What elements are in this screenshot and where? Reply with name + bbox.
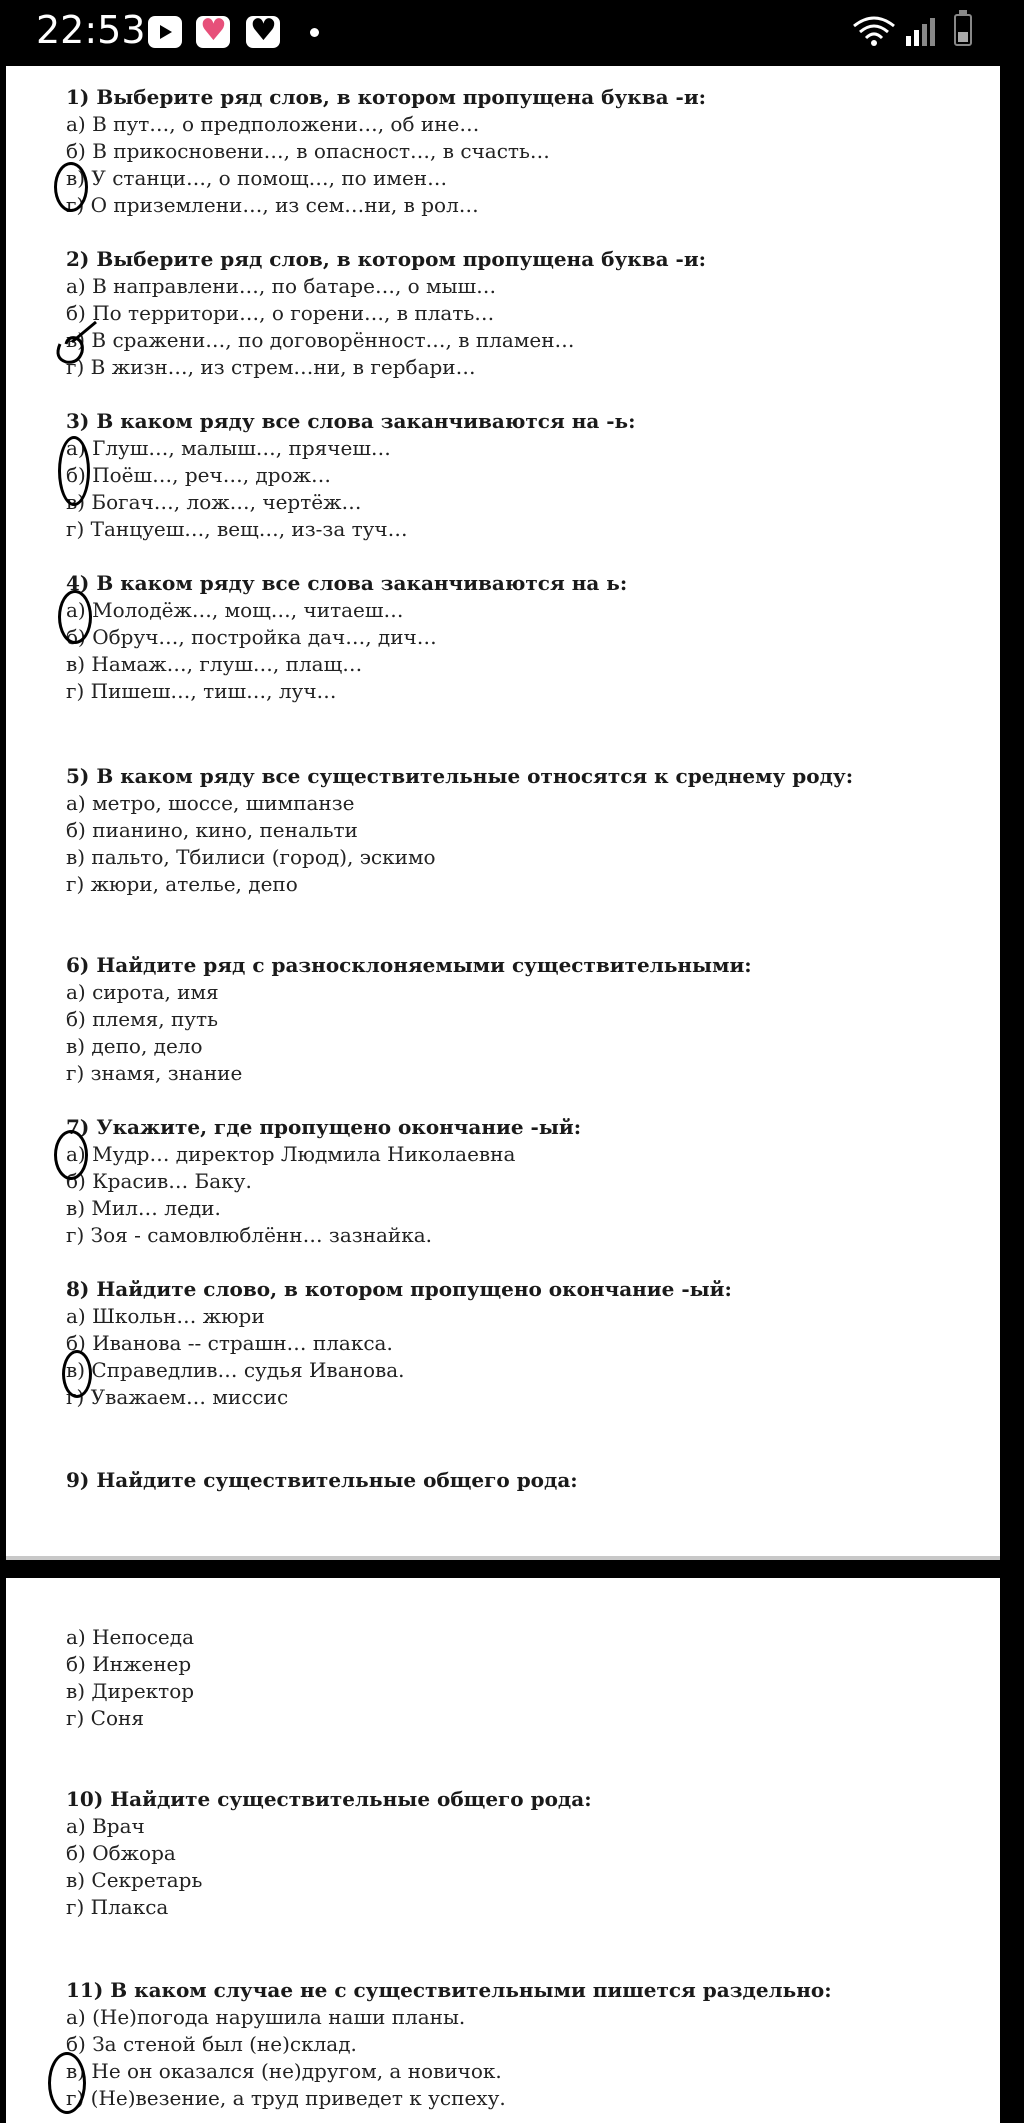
question-title: 9) Найдите существительные общего рода:	[66, 1468, 578, 1492]
option-d: г) Пишеш…, тиш…, луч…	[66, 679, 337, 703]
option-a: а) Непоседа	[66, 1625, 195, 1649]
option-d: г) знамя, знание	[66, 1061, 243, 1085]
option-a: а) В направлени…, по батаре…, о мыш…	[66, 274, 497, 298]
option-d: г) Танцуеш…, вещ…, из-за туч…	[66, 517, 408, 541]
answer-circle-mark	[58, 590, 92, 644]
question-6	[66, 952, 966, 1087]
signal-icon	[904, 16, 938, 46]
option-b: б) племя, путь	[66, 1007, 219, 1031]
question-9-options	[66, 1624, 966, 1732]
question-3	[66, 408, 966, 543]
option-b: б) В прикосновени…, в опасност…, в счасть…	[66, 139, 550, 163]
option-d: г) Уважаем… миссис	[66, 1385, 289, 1409]
page-edge	[1000, 66, 1024, 2123]
option-c: в) Секретарь	[66, 1868, 203, 1892]
option-a: а) Врач	[66, 1814, 145, 1838]
wifi-icon	[852, 14, 896, 48]
option-c: в) Намаж…, глуш…, плащ…	[66, 652, 363, 676]
question-title: 1) Выберите ряд слов, в котором пропущена буква -и:	[66, 85, 707, 109]
option-b: б) Обруч…, постройка дач…, дич…	[66, 625, 437, 649]
question-title: 10) Найдите существительные общего рода:	[66, 1787, 592, 1811]
answer-check-mark	[52, 318, 102, 366]
option-b: б) Поёш…, реч…, дрож…	[66, 463, 331, 487]
answer-circle-mark	[54, 162, 88, 212]
option-a: а) Глуш…, малыш…, прячеш…	[66, 436, 391, 460]
question-4	[66, 570, 966, 705]
option-a: а) Молодёж…, мощ…, читаеш…	[66, 598, 404, 622]
question-title: 3) В каком ряду все слова заканчиваются на -ь:	[66, 409, 636, 433]
option-a: а) сирота, имя	[66, 980, 219, 1004]
likee-icon	[196, 16, 230, 48]
option-a: а) Школьн… жюри	[66, 1304, 265, 1328]
clock: 22:53	[36, 8, 146, 52]
heart-app-icon	[246, 16, 280, 48]
option-d: г) Плакса	[66, 1895, 169, 1919]
question-1	[66, 84, 966, 219]
option-a: а) (Не)погода нарушила наши планы.	[66, 2005, 466, 2029]
question-5	[66, 763, 966, 898]
question-title: 2) Выберите ряд слов, в котором пропущена буква -и:	[66, 247, 707, 271]
option-a: а) В пут…, о предположени…, об ине…	[66, 112, 480, 136]
question-title: 6) Найдите ряд с разносклоняемыми существительными:	[66, 953, 752, 977]
youtube-icon	[148, 16, 182, 48]
answer-circle-mark	[54, 1130, 88, 1180]
option-d: г) В жизн…, из стрем…ни, в гербари…	[66, 355, 476, 379]
option-d: г) Зоя - самовлюблённ… зазнайка.	[66, 1223, 433, 1247]
question-title: 8) Найдите слово, в котором пропущено окончание -ый:	[66, 1277, 732, 1301]
option-c: в) Не он оказался (не)другом, а новичок.	[66, 2059, 502, 2083]
question-11	[66, 1977, 966, 2112]
option-d: г) О приземлени…, из сем…ни, в рол…	[66, 193, 479, 217]
option-c: в) пальто, Тбилиси (город), эскимо	[66, 845, 436, 869]
option-b: б) Иванова -- страшн… плакса.	[66, 1331, 393, 1355]
option-b: б) Обжора	[66, 1841, 176, 1865]
status-bar	[0, 0, 1024, 64]
option-c: в) В сражени…, по договорённост…, в пламен…	[66, 328, 575, 352]
option-b: б) Инженер	[66, 1652, 192, 1676]
option-c: в) депо, дело	[66, 1034, 203, 1058]
question-10	[66, 1786, 966, 1921]
notification-dot-icon	[310, 28, 319, 37]
option-b: б) За стеной был (не)склад.	[66, 2032, 357, 2056]
option-c: в) Богач…, лож…, чертёж…	[66, 490, 362, 514]
question-9	[66, 1467, 966, 1494]
option-d: г) Соня	[66, 1706, 144, 1730]
battery-icon	[954, 14, 972, 46]
question-title: 11) В каком случае не с существительными пишется раздельно:	[66, 1978, 832, 2002]
answer-circle-mark	[62, 1350, 92, 1398]
option-c: в) Директор	[66, 1679, 195, 1703]
question-7	[66, 1114, 966, 1249]
option-d: г) (Не)везение, а труд приведет к успеху.	[66, 2086, 506, 2110]
option-c: в) У станци…, о помощ…, по имен…	[66, 166, 448, 190]
question-title: 4) В каком ряду все слова заканчиваются на ь:	[66, 571, 628, 595]
question-2	[66, 246, 966, 381]
page-divider	[6, 1556, 1000, 1560]
option-b: б) Красив… Баку.	[66, 1169, 252, 1193]
answer-circle-mark	[48, 2052, 86, 2114]
option-a: а) метро, шоссе, шимпанзе	[66, 791, 355, 815]
question-title: 5) В каком ряду все существительные относятся к среднему роду:	[66, 764, 854, 788]
option-b: б) По территори…, о горени…, в плать…	[66, 301, 495, 325]
question-8	[66, 1276, 966, 1411]
option-c: в) Мил… леди.	[66, 1196, 221, 1220]
option-b: б) пианино, кино, пенальти	[66, 818, 358, 842]
option-d: г) жюри, ателье, депо	[66, 872, 298, 896]
option-c: в) Справедлив… судья Иванова.	[66, 1358, 405, 1382]
question-title: 7) Укажите, где пропущено окончание -ый:	[66, 1115, 582, 1139]
option-a: а) Мудр… директор Людмила Николаевна	[66, 1142, 516, 1166]
answer-circle-mark	[58, 436, 90, 506]
